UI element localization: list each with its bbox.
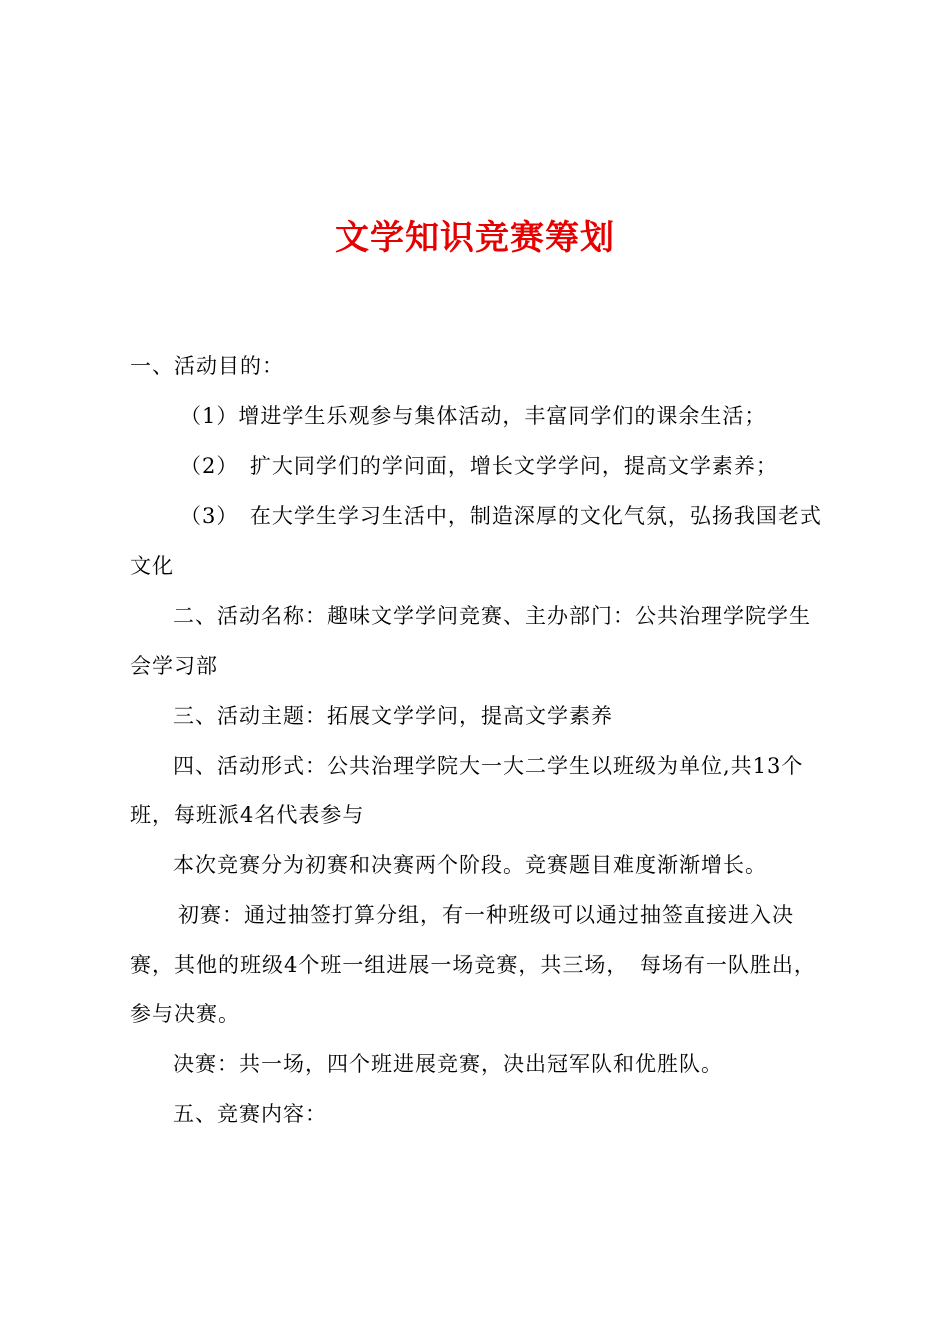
purpose-item-3-cont: 文化	[130, 554, 174, 578]
stages-paragraph: 本次竞赛分为初赛和决赛两个阶段。竞赛题目难度渐渐增长。	[173, 853, 767, 877]
purpose-item-2: （2） 扩大同学们的学问面，增长文学学问，提高文学素养；	[180, 454, 778, 478]
section-name-paragraph-cont: 会学习部	[130, 654, 218, 678]
section-name-paragraph: 二、活动名称：趣味文学学问竞赛、主办部门：公共治理学院学生	[173, 604, 811, 628]
section-content-heading: 五、竞赛内容：	[173, 1102, 327, 1126]
section-format-paragraph-cont: 班，每班派4名代表参与	[130, 803, 365, 827]
section-format-paragraph: 四、活动形式：公共治理学院大一大二学生以班级为单位,共13个	[173, 754, 804, 778]
purpose-item-1: （1）增进学生乐观参与集体活动，丰富同学们的课余生活；	[180, 404, 767, 428]
section-theme-paragraph: 三、活动主题：拓展文学学问，提高文学素养	[173, 704, 613, 728]
purpose-item-3: （3） 在大学生学习生活中，制造深厚的文化气氛，弘扬我国老式	[180, 504, 822, 528]
preliminary-paragraph-cont-2: 参与决赛。	[130, 1002, 240, 1026]
document-title: 文学知识竞赛筹划	[335, 218, 615, 258]
preliminary-paragraph-cont-1: 赛，其他的班级4个班一组进展一场竞赛，共三场， 每场有一队胜出，	[130, 953, 816, 977]
section-purpose-heading: 一、活动目的：	[130, 354, 284, 378]
preliminary-paragraph: 初赛：通过抽签打算分组，有一种班级可以通过抽签直接进入决	[178, 903, 794, 927]
final-paragraph: 决赛：共一场，四个班进展竞赛，决出冠军队和优胜队。	[173, 1052, 723, 1076]
